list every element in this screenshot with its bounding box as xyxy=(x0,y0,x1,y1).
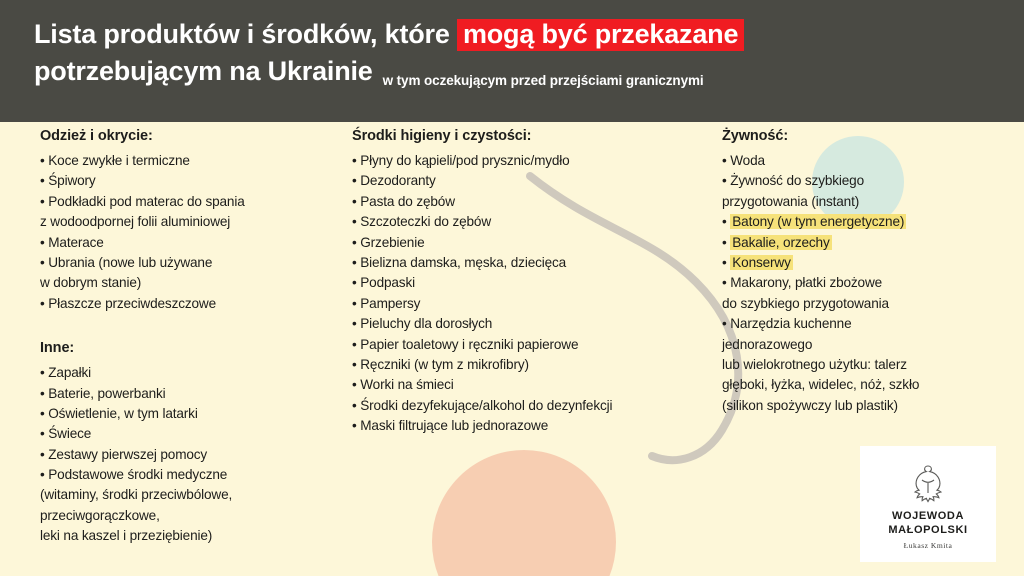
list-item: • Płyny do kąpieli/pod prysznic/mydło xyxy=(352,151,722,171)
column-heading-clothing: Odzież i okrycie: xyxy=(40,128,153,144)
list-item: • Płaszcze przeciwdeszczowe xyxy=(40,294,352,314)
column-food xyxy=(722,128,1004,547)
list-item-continuation: przeciwgorączkowe, xyxy=(40,507,160,523)
list-item: • Ubrania (nowe lub używane xyxy=(40,253,352,273)
subtitle: w tym oczekującym przed przejściami granicznymi xyxy=(382,73,704,89)
list-item: • Podpaski xyxy=(352,273,722,293)
list-item: • Pieluchy dla dorosłych xyxy=(352,314,722,334)
title-line-2 xyxy=(34,55,994,88)
column-hygiene xyxy=(352,128,722,547)
list-item-continuation: z wodoodpornej folii aluminiowej xyxy=(40,214,231,230)
list-item: • Podkładki pod materac do spania xyxy=(40,192,352,212)
list-item: • Oświetlenie, w tym latarki xyxy=(40,404,352,424)
title-text-part2: potrzebującym na Ukrainie xyxy=(34,56,373,87)
list-item-highlighted: • Batony (w tym energetyczne) xyxy=(722,212,1004,232)
title-line-1 xyxy=(34,18,994,51)
list-item: • Żywność do szybkiego xyxy=(722,171,1004,191)
list-food xyxy=(722,151,1004,416)
list-item: • Koce zwykłe i termiczne xyxy=(40,151,352,171)
list-item: • Woda xyxy=(722,151,1004,171)
list-item: • Szczoteczki do zębów xyxy=(352,212,722,232)
list-item: • Materace xyxy=(40,233,352,253)
logo-line-1: WOJEWODA xyxy=(891,509,965,522)
list-item: • Ręczniki (w tym z mikrofibry) xyxy=(352,355,722,375)
list-item: • Grzebienie xyxy=(352,233,722,253)
list-item-continuation: jednorazowego xyxy=(722,336,813,352)
list-item-continuation: przygotowania (instant) xyxy=(722,193,860,209)
list-item: • Narzędzia kuchenne xyxy=(722,314,1004,334)
list-item: • Dezodoranty xyxy=(352,171,722,191)
list-item: • Zestawy pierwszej pomocy xyxy=(40,445,352,465)
list-item: • Śpiwory xyxy=(40,171,352,191)
list-hygiene xyxy=(352,151,722,436)
list-item: • Pampersy xyxy=(352,294,722,314)
list-item: • Bielizna damska, męska, dziecięca xyxy=(352,253,722,273)
list-item: • Podstawowe środki medyczne xyxy=(40,465,352,485)
logo-line-2: MAŁOPOLSKI xyxy=(888,523,968,536)
list-item-continuation: leki na kaszel i przeziębienie) xyxy=(40,528,213,544)
column-clothing xyxy=(40,128,352,547)
list-item-highlighted: • Bakalie, orzechy xyxy=(722,233,1004,253)
list-item: • Papier toaletowy i ręczniki papierowe xyxy=(352,335,722,355)
list-item-continuation: (witaminy, środki przeciwbólowe, xyxy=(40,487,233,503)
title-text-part1: Lista produktów i środków, które xyxy=(34,19,457,49)
list-item: • Pasta do zębów xyxy=(352,192,722,212)
list-item-continuation: w dobrym stanie) xyxy=(40,275,142,291)
column-heading-other: Inne: xyxy=(40,340,75,357)
list-item: • Worki na śmieci xyxy=(352,375,722,395)
list-item-continuation: do szybkiego przygotowania xyxy=(722,295,889,311)
list-item-continuation: (silikon spożywczy lub plastik) xyxy=(722,397,898,413)
list-item: • Zapałki xyxy=(40,363,352,383)
title-highlight: mogą być przekazane xyxy=(457,19,744,51)
list-item: • Świece xyxy=(40,424,352,444)
list-item-highlighted: • Konserwy xyxy=(722,253,1004,273)
poster-header xyxy=(0,0,1024,122)
logo-line-3: Łukasz Kmita xyxy=(903,541,953,551)
content-columns xyxy=(0,128,1024,547)
list-clothing xyxy=(40,151,352,314)
list-other xyxy=(40,363,352,547)
list-item: • Maski filtrujące lub jednorazowe xyxy=(352,416,722,436)
column-heading-hygiene: Środki higieny i czystości: xyxy=(352,128,532,144)
list-item: • Makarony, płatki zbożowe xyxy=(722,273,1004,293)
list-item: • Baterie, powerbanki xyxy=(40,384,352,404)
column-heading-food: Żywność: xyxy=(722,128,789,144)
list-item: • Środki dezyfekujące/alkohol do dezynfekcji xyxy=(352,396,722,416)
list-item-continuation: głęboki, łyżka, widelec, nóż, szkło xyxy=(722,377,920,393)
list-item-continuation: lub wielokrotnego użytku: talerz xyxy=(722,356,907,372)
